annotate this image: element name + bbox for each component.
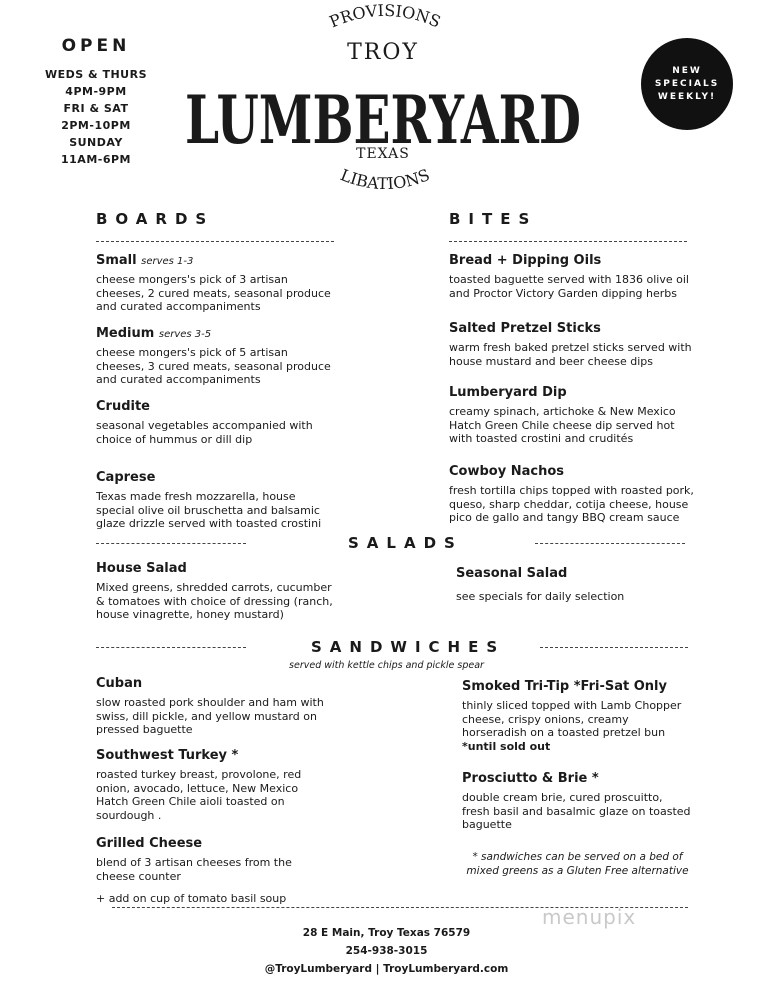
- item-note: serves 1-3: [141, 256, 194, 267]
- item-desc: slow roasted pork shoulder and ham with swiss, dill pickle, and yellow mustard on pressed baguette: [96, 696, 324, 736]
- item-name: Medium: [96, 326, 155, 341]
- logo-arc-top: PROVISIONS: [326, 0, 444, 32]
- hours-line: 2PM-10PM: [61, 119, 131, 132]
- item-desc: fresh tortilla chips topped with roasted pork, queso, sharp cheddar, cotija cheese, house pico de gallo and tangy BBQ cream sauce: [449, 484, 694, 524]
- item-name: Lumberyard Dip: [449, 385, 567, 400]
- boards-divider: [96, 241, 334, 242]
- item-name: Cowboy Nachos: [449, 464, 565, 479]
- item-desc-emphasis: *until sold out: [462, 739, 551, 753]
- watermark: menupix: [542, 905, 637, 929]
- item-desc: warm fresh baked pretzel sticks served with house mustard and beer cheese dips: [449, 341, 692, 368]
- item-name: Grilled Cheese: [96, 836, 203, 851]
- item-name: Crudite: [96, 399, 150, 414]
- item-name: House Salad: [96, 561, 187, 576]
- badge-line: WEEKLY!: [657, 91, 717, 102]
- lumberyard-logo: [170, 0, 600, 200]
- item-desc: cheese mongers's pick of 5 artisan cheeses, 3 cured meats, seasonal produce and curated accompaniments: [96, 346, 331, 386]
- footer-phone: 254-938-3015: [345, 945, 428, 957]
- item-name: Southwest Turkey *: [96, 748, 239, 763]
- menu-item-pretzel: [449, 321, 699, 368]
- menu-item-cuban: [96, 676, 326, 737]
- bites-divider: [449, 241, 687, 242]
- footer-social: @TroyLumberyard | TroyLumberyard.com: [264, 963, 509, 975]
- badge-line: SPECIALS: [654, 78, 720, 89]
- item-name: Smoked Tri-Tip *Fri-Sat Only: [462, 679, 667, 694]
- footer-address: 28 E Main, Troy Texas 76579: [302, 927, 471, 939]
- item-note: serves 3-5: [158, 329, 212, 340]
- salads-divider-right: [535, 543, 685, 544]
- new-specials-badge: [641, 38, 733, 130]
- item-name: Caprese: [96, 470, 156, 485]
- item-name: Salted Pretzel Sticks: [449, 321, 601, 336]
- badge-line: NEW: [672, 65, 702, 76]
- hours-line: 11AM-6PM: [61, 153, 131, 166]
- hours-line: WEDS & THURS: [45, 68, 147, 81]
- sandwiches-subtitle: served with kettle chips and pickle spear: [289, 660, 484, 671]
- sandwiches-divider-right: [540, 647, 688, 648]
- item-desc: cheese mongers's pick of 3 artisan cheeses, 2 cured meats, seasonal produce and curated accompaniments: [96, 273, 331, 313]
- menu-item-medium: [96, 326, 336, 387]
- menu-item-smoked-tri-tip: [462, 679, 692, 753]
- hours-block: [40, 36, 152, 168]
- menu-item-cowboy-nachos: [449, 464, 704, 525]
- bites-title: BITES: [449, 210, 538, 228]
- hours-line: SUNDAY: [69, 136, 123, 149]
- hours-heading: OPEN: [61, 36, 131, 56]
- item-name: Seasonal Salad: [456, 566, 568, 581]
- item-desc: creamy spinach, artichoke & New Mexico Hatch Green Chile cheese dip served hot with toasted crostini and crudités: [449, 405, 676, 445]
- menu-item-southwest-turkey: [96, 748, 326, 822]
- sandwiches-divider-left: [96, 647, 246, 648]
- item-name: Bread + Dipping Oils: [449, 253, 602, 268]
- item-desc: seasonal vegetables accompanied with choice of hummus or dill dip: [96, 419, 313, 446]
- item-desc: thinly sliced topped with Lamb Chopper cheese, crispy onions, creamy horseradish on a toasted pretzel bun: [462, 699, 682, 739]
- logo-city: TROY: [347, 40, 419, 65]
- item-desc: double cream brie, cured proscuitto, fresh basil and basalmic glaze on toasted baguette: [462, 791, 691, 831]
- menu-item-prosciutto-brie: [462, 771, 692, 832]
- menu-item-grilled-cheese: [96, 836, 326, 906]
- hours-line: FRI & SAT: [63, 102, 129, 115]
- item-desc: Texas made fresh mozzarella, house special olive oil bruschetta and balsamic glaze drizzle served with toasted crostini: [96, 490, 322, 530]
- item-desc: blend of 3 artisan cheeses from the cheese counter: [96, 856, 292, 883]
- sandwiches-title: SANDWICHES: [311, 638, 506, 656]
- menu-item-house-salad: [96, 561, 341, 622]
- item-desc: toasted baguette served with 1836 olive oil and Proctor Victory Garden dipping herbs: [449, 273, 689, 300]
- salads-title: SALADS: [348, 534, 463, 552]
- item-addon: + add on cup of tomato basil soup: [96, 892, 287, 905]
- item-desc: Mixed greens, shredded carrots, cucumber & tomatoes with choice of dressing (ranch, house vinagrette, honey mustard): [96, 581, 333, 621]
- menu-item-lumberyard-dip: [449, 385, 699, 446]
- boards-title: BOARDS: [96, 210, 215, 228]
- menu-item-caprese: [96, 470, 336, 531]
- item-name: Cuban: [96, 676, 143, 691]
- logo-brand: LUMBERYARD: [185, 81, 581, 159]
- menu-item-crudite: [96, 399, 336, 446]
- logo-state: TEXAS: [356, 146, 410, 162]
- item-name: Prosciutto & Brie *: [462, 771, 599, 786]
- menu-item-seasonal-salad: [456, 566, 706, 604]
- menu-item-small: [96, 253, 336, 314]
- menu-item-bread: [449, 253, 699, 300]
- hours-line: 4PM-9PM: [65, 85, 127, 98]
- gluten-free-note: * sandwiches can be served on a bed of mixed greens as a Gluten Free alternative: [466, 851, 689, 877]
- salads-divider-left: [96, 543, 246, 544]
- item-desc: see specials for daily selection: [456, 590, 625, 603]
- logo-arc-bottom: LIBATIONS: [337, 165, 433, 194]
- item-name: Small: [96, 253, 137, 268]
- item-desc: roasted turkey breast, provolone, red onion, avocado, lettuce, New Mexico Hatch Green Chile aioli toasted on sourdough .: [96, 768, 302, 822]
